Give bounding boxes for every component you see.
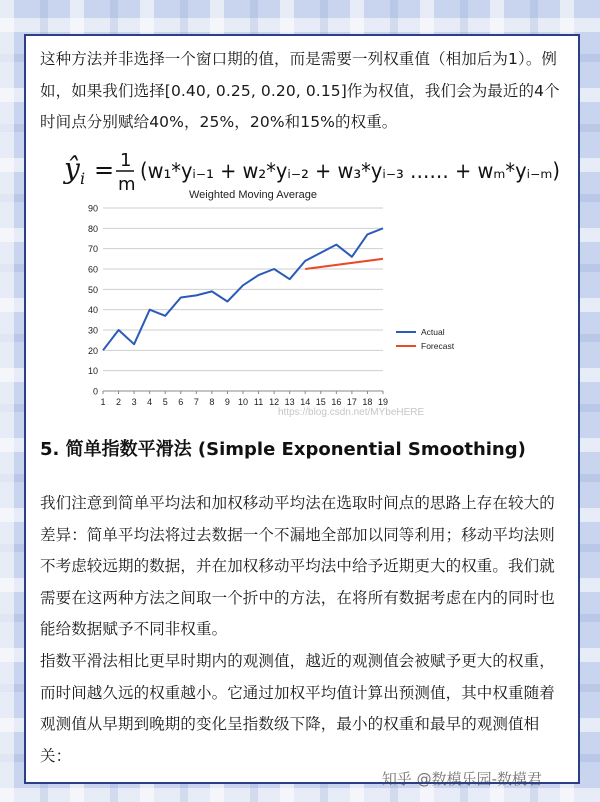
chart-y-tick-label: 40 xyxy=(87,305,98,316)
chart-y-tick-label: 0 xyxy=(92,386,98,397)
content-card xyxy=(24,34,580,788)
formula-frac-den: m xyxy=(118,174,136,195)
chart-y-tick-label: 80 xyxy=(87,223,98,234)
chart-series-forecast xyxy=(305,259,383,269)
chart-x-tick-label: 5 xyxy=(162,397,168,407)
chart-x-tick-label: 4 xyxy=(147,397,153,407)
chart-source-watermark: https://blog.csdn.net/MYbeHERE xyxy=(278,407,425,418)
chart-y-tick-label: 90 xyxy=(87,203,98,214)
formula-subscript: i xyxy=(80,169,86,188)
weighted-moving-average-chart xyxy=(78,186,455,418)
chart-x-tick-label: 1 xyxy=(100,397,106,407)
legend-label-forecast: Forecast xyxy=(421,341,455,351)
chart-title: Weighted Moving Average xyxy=(188,189,318,201)
section-heading: 5. 简单指数平滑法 (Simple Exponential Smoothing) xyxy=(40,439,526,460)
chart-x-tick-label: 17 xyxy=(346,397,357,407)
chart-y-tick-label: 20 xyxy=(87,345,98,356)
chart-y-tick-label: 70 xyxy=(87,244,98,255)
chart-x-tick-label: 11 xyxy=(253,397,264,407)
chart-x-tick-label: 2 xyxy=(116,397,122,407)
chart-x-tick-label: 10 xyxy=(237,397,249,407)
chart-x-tick-label: 12 xyxy=(269,397,280,407)
formula-yhat: ŷ xyxy=(64,152,80,185)
chart-y-ticks xyxy=(88,204,98,397)
comparison-paragraph: 我们注意到简单平均法和加权移动平均法在选取时间点的思路上存在较大的差异：简单平均法将过去数据一个不漏地全部加以同等利用；移动平均法则不考虑较远期的数据，并在加权移动平均法中给予近期更大的权重。我们就需要在这两种方法之间取一个折中的方法，在将所有数据考虑在内的同时也能给数据赋予不同非权重。 xyxy=(40,494,555,638)
chart-y-tick-label: 30 xyxy=(87,325,98,336)
legend-label-actual: Actual xyxy=(421,327,445,337)
chart-x-tick-label: 3 xyxy=(131,397,137,407)
chart-x-tick-label: 15 xyxy=(315,397,326,407)
chart-y-tick-label: 50 xyxy=(87,284,98,295)
chart-x-tick-label: 6 xyxy=(178,397,184,407)
exponential-paragraph: 指数平滑法相比更早时期内的观测值，越近的观测值会被赋予更大的权重，而时间越久远的权重越小。它通过加权平均值计算出预测值，其中权重随着观测值从早期到晚期的变化呈指数级下降，最小的权重和最早的观测值相关： xyxy=(40,652,555,765)
intro-paragraph: 这种方法并非选择一个窗口期的值，而是需要一列权重值（相加后为1）。例如，如果我们选择[0.40, 0.25, 0.20, 0.15]作为权值，我们会为最近的4个时间点分别赋给40%，25%，20%和15%的权重。 xyxy=(40,50,560,131)
chart-x-tick-label: 7 xyxy=(193,397,199,407)
chart-x-tick-label: 19 xyxy=(377,397,389,407)
chart-y-tick-label: 60 xyxy=(87,264,98,275)
formula-body: (w₁*yᵢ₋₁ + w₂*yᵢ₋₂ + w₃*yᵢ₋₃ …… + wₘ*yᵢ₋ₘ) xyxy=(140,159,560,183)
chart-legend xyxy=(396,327,455,351)
chart-y-tick-label: 10 xyxy=(87,366,98,377)
chart-x-tick-label: 8 xyxy=(209,397,215,407)
formula-frac-num: 1 xyxy=(120,150,132,171)
chart-x-tick-label: 14 xyxy=(300,397,311,407)
chart-x-tick-label: 18 xyxy=(362,397,373,407)
formula-equals: = xyxy=(94,156,115,184)
chart-gridlines xyxy=(103,208,383,391)
chart-x-tick-label: 9 xyxy=(224,397,230,407)
chart-x-tick-label: 16 xyxy=(331,397,342,407)
chart-x-ticks xyxy=(100,391,388,407)
zhihu-watermark: 知乎 @数模乐园-数模君 xyxy=(381,770,542,788)
chart-x-tick-label: 13 xyxy=(284,397,295,407)
